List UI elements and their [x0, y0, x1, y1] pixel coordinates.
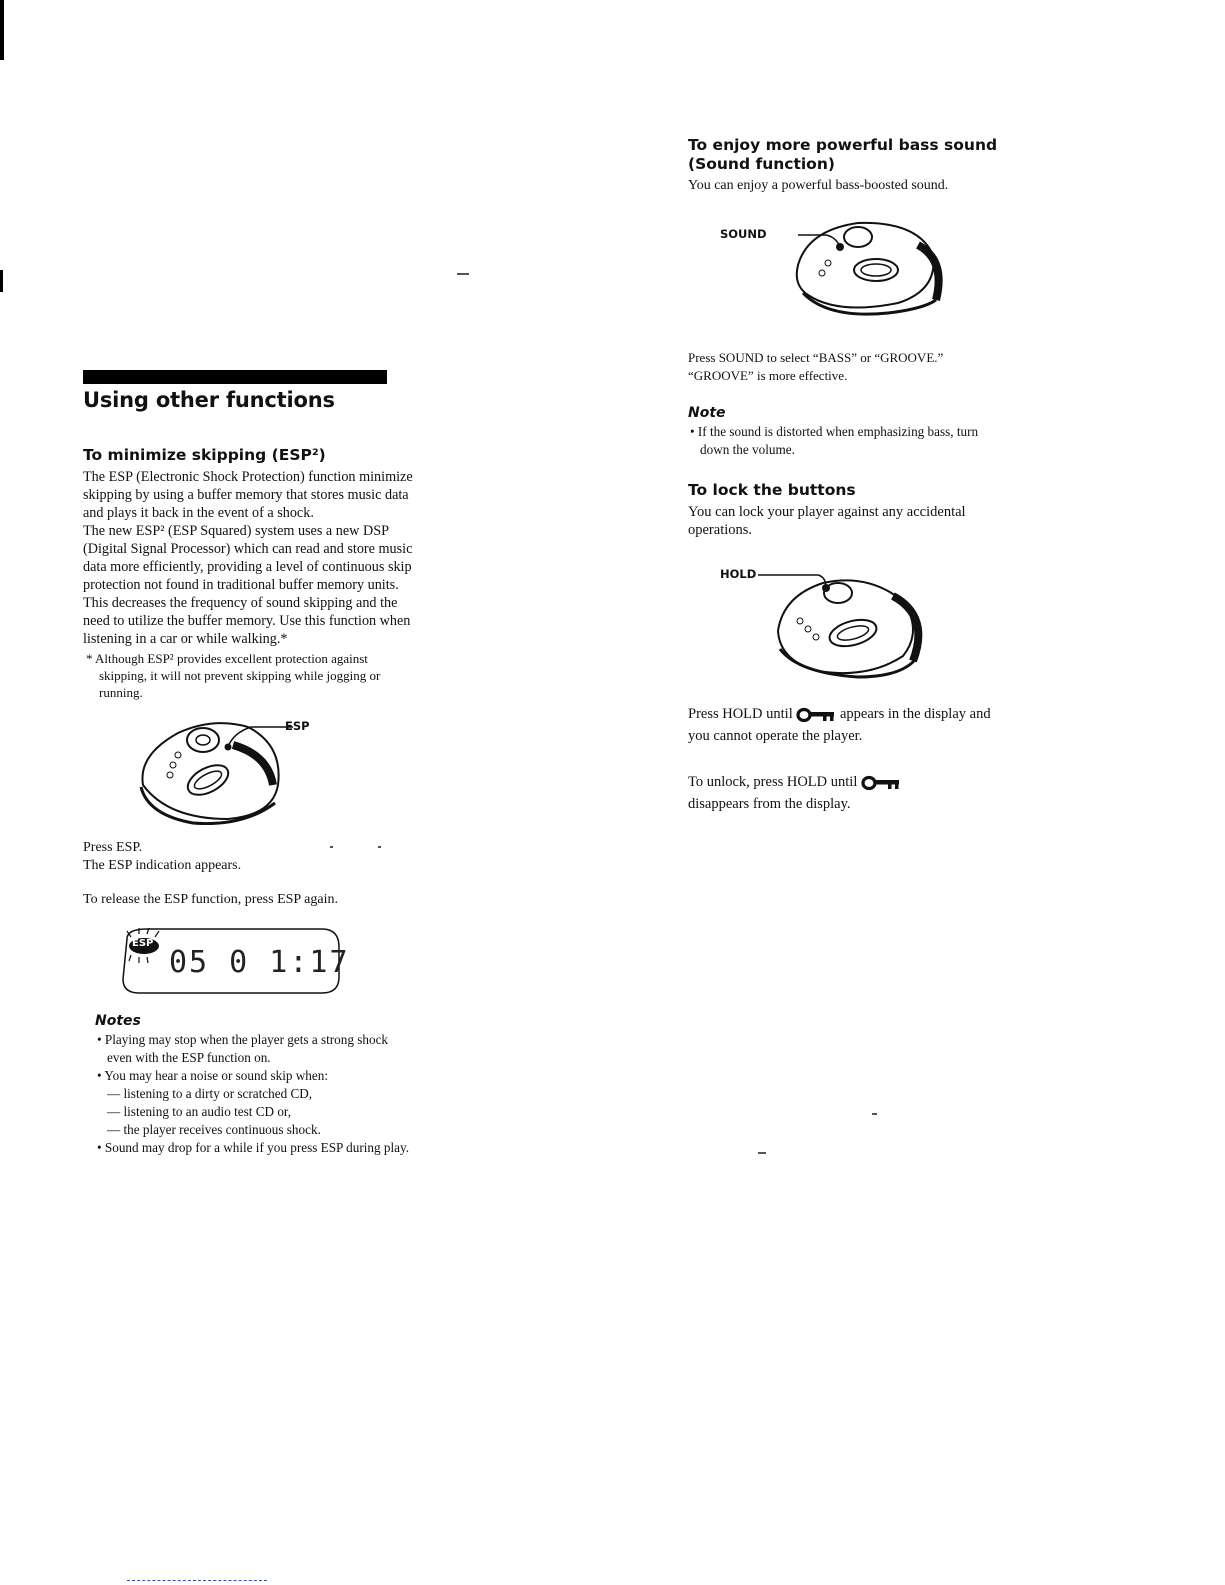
key-lock-icon — [796, 707, 836, 723]
sound-player-illustration — [718, 215, 978, 325]
scan-bottom-line — [127, 1580, 267, 1581]
left-column — [83, 370, 413, 1157]
esp-release-text: To release the ESP function, press ESP again. — [83, 892, 338, 907]
lcd-esp-badge: ESP — [132, 938, 154, 949]
esp-footnote: * Although ESP² provides excellent protection against skipping, it will not prevent skipping while jogging or running. — [86, 651, 381, 700]
esp-press-line-2: The ESP indication appears. — [83, 858, 242, 873]
esp-press-line-1: Press ESP. — [83, 840, 143, 855]
scan-edge-mark — [0, 270, 3, 292]
unlock-text-b: disappears from the display. — [688, 796, 851, 812]
hold-player-illustration — [718, 561, 978, 681]
notes-heading: Notes — [95, 1013, 141, 1029]
right-column — [688, 136, 1008, 815]
lock-intro: You can lock your player against any accidental operations. — [688, 504, 966, 538]
sound-heading-line-1: To enjoy more powerful bass sound — [688, 136, 998, 154]
section-rule — [83, 370, 387, 384]
note-subitem: — the player receives continuous shock. — [107, 1122, 321, 1137]
scan-speck — [758, 1152, 766, 1154]
hold-callout-label: HOLD — [720, 567, 757, 581]
note-item: • You may hear a noise or sound skip when: — [97, 1068, 328, 1083]
unlock-text-a: To unlock, press HOLD until — [688, 774, 858, 790]
sound-note-heading: Note — [688, 405, 726, 421]
lcd-display — [117, 927, 367, 997]
sound-intro: You can enjoy a powerful bass-boosted sound. — [688, 178, 949, 193]
sound-callout-label: SOUND — [720, 227, 767, 241]
sound-note-item: • If the sound is distorted when emphasizing bass, turn down the volume. — [690, 424, 979, 457]
note-item: • Playing may stop when the player gets a strong shock even with the ESP function on. — [97, 1032, 389, 1065]
unlock-text — [688, 771, 1008, 815]
esp-callout-label: ESP — [285, 719, 310, 733]
esp-paragraph-1: The ESP (Electronic Shock Protection) function minimize skipping by using a buffer memory that stores music data and plays it back in the event of a shock. — [83, 469, 413, 521]
hold-press-text-b: appears in the display and you cannot operate the player. — [688, 706, 991, 744]
lcd-digits: 05 0 1:17 — [169, 945, 350, 980]
sound-press-line-2: “GROOVE” is more effective. — [688, 368, 848, 383]
esp-player-illustration — [133, 715, 393, 825]
note-item: • Sound may drop for a while if you press ESP during play. — [97, 1140, 410, 1155]
section-title: Using other functions — [83, 388, 335, 412]
esp-heading: To minimize skipping (ESP²) — [83, 446, 326, 464]
sound-heading-line-2: (Sound function) — [688, 155, 835, 173]
note-subitem: — listening to a dirty or scratched CD, — [107, 1086, 313, 1101]
scan-speck — [457, 273, 469, 275]
cd-player-icon — [718, 561, 978, 681]
esp-paragraph-2: The new ESP² (ESP Squared) system uses a new DSP (Digital Signal Processor) which can read and store music data more efficiently, providing a level of continuous skip protection not found in traditional buffer memory units. This decreases the frequency of sound skipping and the need to utilize the buffer memory. Use this function when listening in a car or while walking.* — [83, 523, 413, 647]
lock-heading: To lock the buttons — [688, 481, 856, 499]
note-subitem: — listening to an audio test CD or, — [107, 1104, 292, 1119]
hold-press-text-a: Press HOLD until — [688, 706, 793, 722]
scan-edge-mark — [0, 0, 4, 60]
cd-player-icon — [133, 715, 393, 825]
hold-press-text — [688, 703, 1008, 747]
esp-notes — [95, 1013, 413, 1157]
key-lock-icon — [861, 775, 901, 791]
scan-speck — [872, 1113, 877, 1115]
notes-list — [95, 1031, 413, 1157]
sound-press-line-1: Press SOUND to select “BASS” or “GROOVE.” — [688, 350, 944, 365]
